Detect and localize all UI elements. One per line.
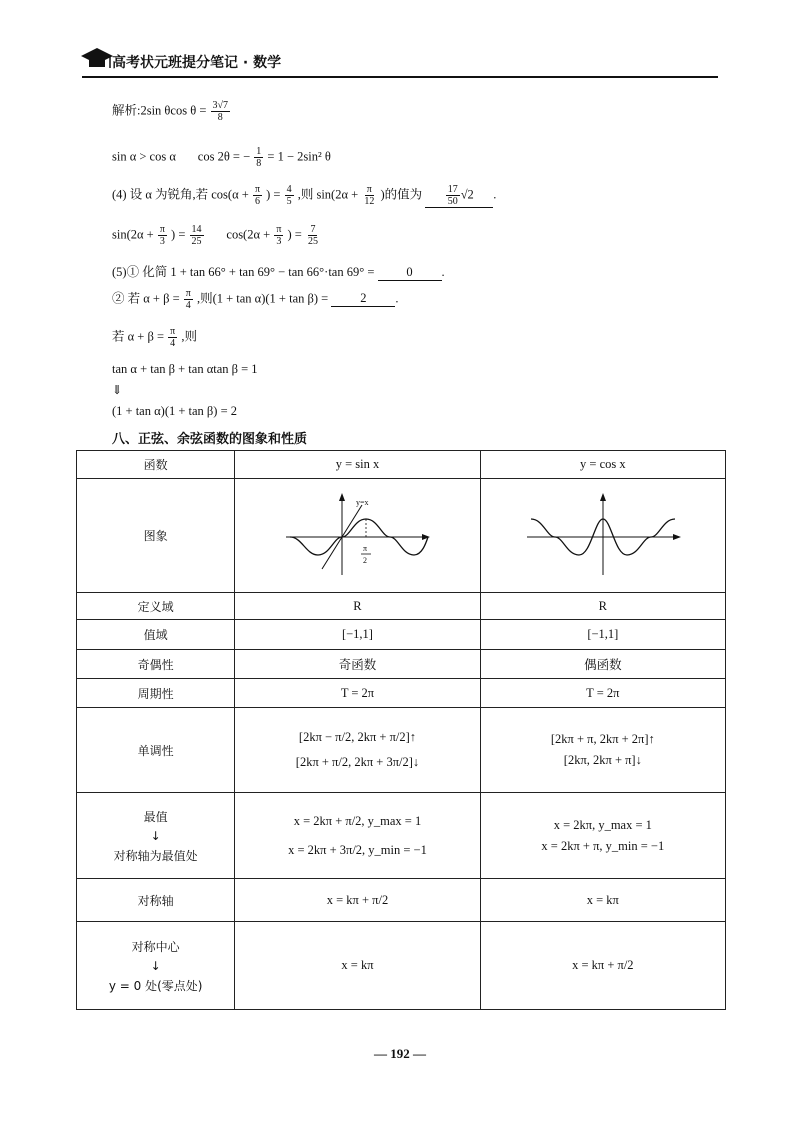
cos-domain: R [480,593,725,620]
line-10: (1 + tan α)(1 + tan β) = 2 [112,404,237,418]
line-6: ② 若 α + β = $\frac{\pi}{4}$ ,则(1 + tan α)(1 + tan β) = 2 . [112,288,399,311]
row-label-parity: 奇偶性 [77,650,235,679]
line-2: sin α > cos α cos 2θ = − $\frac{1}{8}$ = 1 − 2sin² θ [112,146,331,169]
sin-range: [−1,1] [235,620,480,650]
sin-mono-increasing: [2kπ − π/2, 2kπ + π/2]↑ [298,730,417,744]
row-label-extrema: 最值 ↓ 对称轴为最值处 [77,793,235,879]
cos-mono-increasing: [2kπ + π, 2kπ + 2π]↑ [550,732,655,746]
table-row [77,922,726,1010]
cos-min: x = 2kπ + π, y_min = −1 [541,838,665,853]
cos-axis: x = kπ [480,879,725,922]
cos-mono-decreasing: [2kπ, 2kπ + π]↓ [563,753,642,767]
table-row [77,879,726,922]
sin-graph [282,489,432,579]
page-number: — 192 — [374,1046,426,1061]
table-row [77,593,726,620]
table-row [77,650,726,679]
table-row [77,620,726,650]
row-label-center: 对称中心 ↓ y = 0 处(零点处) [77,922,235,1010]
table-row [77,793,726,879]
row-label-monotonicity: 单调性 [77,708,235,793]
answer-blank-5-2: 2 [331,291,395,307]
cos-period: T = 2π [480,679,725,708]
answer-blank-4: $\frac{17}{50}$ √2 [425,184,493,208]
row-label-period: 周期性 [77,679,235,708]
line-3: (4) 设 α 为锐角,若 cos(α + $\frac{\pi}{6}$ ) = $\frac{4}{5}$ ,则 sin(2α + $\frac{\pi}{12}$ )的值为 $\frac{17}{50}$ √2 . [112,184,497,207]
properties-table [76,450,726,1010]
table-header-function: 函数 [77,451,235,479]
implies-arrow: ⇓ [112,383,123,397]
sin-graph-cell [235,479,480,593]
row-label-domain: 定义域 [77,593,235,620]
mortarboard-icon [80,46,114,76]
line-8: tan α + tan β + tan αtan β = 1 [112,362,258,376]
cos-center: x = kπ + π/2 [480,922,725,1010]
table-row [77,679,726,708]
cos-range: [−1,1] [480,620,725,650]
sin-center: x = kπ [235,922,480,1010]
cos-monotonicity [480,708,725,793]
sin-period: T = 2π [235,679,480,708]
sin-min: x = 2kπ + 3π/2, y_min = −1 [288,842,427,857]
header-title: 高考状元班提分笔记 · 数学 [112,55,282,71]
line-7: 若 α + β = $\frac{\pi}{4}$ ,则 [112,326,197,349]
table-header-cos: y = cos x [480,451,725,479]
cos-extrema [480,793,725,879]
table-header-sin: y = sin x [235,451,480,479]
line-1: 解析:2sin θcos θ = $\frac{3√7}{8}$ [112,100,228,123]
table-row [77,479,726,593]
cos-max: x = 2kπ, y_max = 1 [553,817,652,832]
sin-domain: R [235,593,480,620]
line-4: sin(2α + $\frac{\pi}{3}$ ) = $\frac{14}{25}$ cos(2α + $\frac{\pi}{3}$ ) = $\frac{7}{25}$ [112,224,318,247]
sin-graph-annot: y=x [356,497,369,507]
table-row [77,708,726,793]
row-label-range: 值域 [77,620,235,650]
sin-graph-two: 2 [363,555,368,565]
line-5: (5)① 化简 1 + tan 66° + tan 69° − tan 66°·tan 69° = 0 . [112,265,445,279]
cos-graph [523,489,683,579]
sin-graph-pi: π [363,543,368,553]
sin-mono-decreasing: [2kπ + π/2, 2kπ + 3π/2]↓ [295,755,420,769]
cos-parity: 偶函数 [480,650,725,679]
sin-monotonicity [235,708,480,793]
table-row [77,451,726,479]
cos-graph-cell [480,479,725,593]
sin-axis: x = kπ + π/2 [235,879,480,922]
sin-max: x = 2kπ + π/2, y_max = 1 [293,813,422,828]
sin-parity: 奇函数 [235,650,480,679]
section-title: 八、正弦、余弦函数的图象和性质 [112,432,308,447]
header-rule [82,76,718,78]
answer-blank-5-1: 0 [378,265,442,281]
sin-extrema [235,793,480,879]
row-label-graph: 图象 [77,479,235,593]
row-label-axis: 对称轴 [77,879,235,922]
